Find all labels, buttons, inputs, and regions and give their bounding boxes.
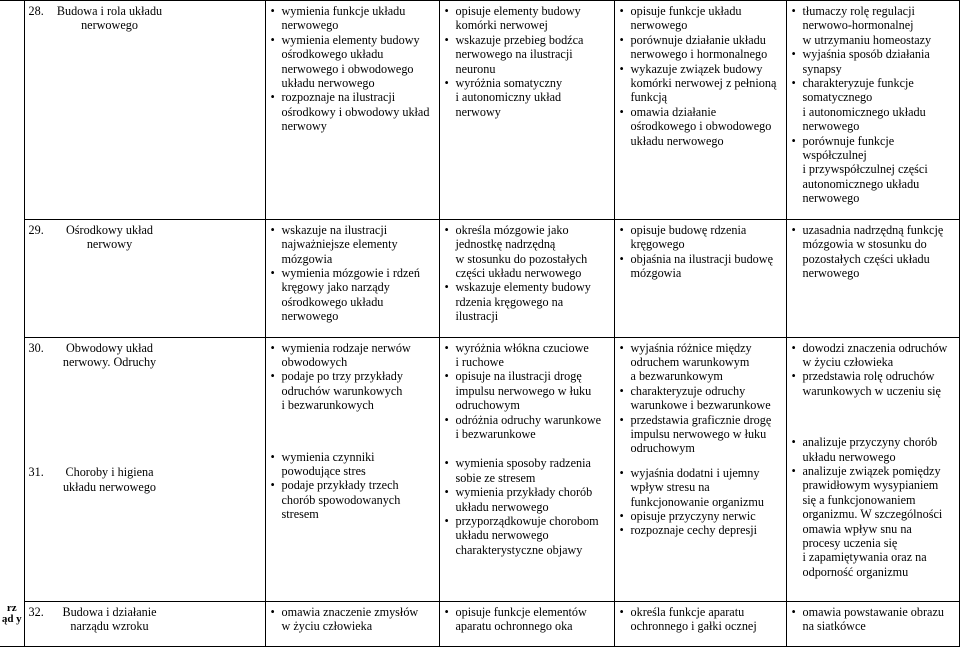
requirement-continuation: charakterystyczne objawy [455,542,583,557]
requirement-continuation: ośrodkowego układu [281,47,384,62]
requirement-continuation: na siatkówce [802,618,866,633]
requirement-item: • przedstawia graficznie drogę [619,413,782,427]
requirement-continuation: układu nerwowego [281,76,375,91]
requirement-item: • wymienia funkcje układu [270,4,435,18]
table-row [0,1,959,220]
requirement-continuation: nerwowego na ilustracji [455,47,573,62]
requirement-continuation: nerwowego [802,191,860,206]
requirement-continuation: mózgowia w stosunku do [802,237,927,252]
requirement-item: • wyróżnia włókna czuciowe [444,341,610,355]
requirement-item: • wymienia mózgowie i rdzeń [270,266,435,280]
requirement-list [619,4,782,148]
requirement-item: • wymienia sposoby radzenia [444,456,610,470]
requirement-continuation: i autonomiczny układ [455,90,562,105]
requirement-item: • charakteryzuje funkcje [791,76,955,90]
requirement-continuation: odruchowym [630,441,695,456]
requirement-item: • odróżnia odruchy warunkowe [444,413,610,427]
requirement-continuation: ośrodkowego i obwodowego [630,119,772,134]
requirement-item: • rozpoznaje cechy depresji [619,523,782,537]
requirement-list [444,341,610,442]
requirement-item: • podaje po trzy przykłady [270,369,435,383]
requirement-list [619,223,782,281]
requirements-cell [614,337,786,601]
requirement-continuation: nerwowego [802,119,860,134]
requirements-cell [265,219,439,337]
requirement-item: • wyróżnia somatyczny [444,76,610,90]
requirement-item: • podaje przykłady trzech [270,478,435,492]
margin-cell [0,219,24,337]
topic-number: 28. [28,4,44,18]
requirement-continuation: kręgowy jako narządy [281,280,390,295]
requirements-cell [786,601,959,647]
topic-cell [24,337,265,601]
requirement-continuation: części układu nerwowego [455,265,582,280]
table-row [0,601,959,647]
requirements-cell [439,1,614,220]
requirement-continuation: nerwowego [630,18,688,33]
requirement-continuation: i autonomicznego układu [802,104,926,119]
requirements-cell [265,601,439,647]
requirement-list [270,223,435,324]
requirement-continuation: omawia wpływ snu na [802,521,912,536]
requirement-continuation: nerwowego [281,18,339,33]
requirement-list [791,605,955,634]
requirement-continuation: i zapamiętywania oraz na [802,550,927,565]
topic [29,4,261,33]
requirement-continuation: a bezwarunkowym [630,369,723,384]
requirement-continuation: komórki nerwowej z pełnioną [630,76,777,91]
requirement-continuation: chorób spowodowanych [281,492,401,507]
topic-number: 30. [28,340,44,355]
requirement-continuation: nerwowego [802,265,860,280]
requirement-list [791,341,955,399]
requirement-list [444,4,610,119]
requirement-list [270,4,435,134]
requirement-item: • wymienia elementy budowy [270,33,435,47]
requirement-item: • wskazuje elementy budowy [444,280,610,294]
requirement-continuation: organizmu. W szczególności [802,507,943,522]
requirement-continuation: odruchem warunkowym [630,354,750,369]
requirement-continuation: w stosunku do pozostałych [455,251,588,266]
requirement-continuation: neuronu [455,61,496,76]
requirement-item: • dowodzi znaczenia odruchów [791,341,955,355]
requirement-continuation: nerwowego [281,309,339,324]
requirement-item: • uzasadnia nadrzędną funkcję [791,223,955,237]
requirement-continuation: jednostkę nadrzędną [455,237,556,252]
requirement-item: • analizuje przyczyny chorób [791,435,955,449]
requirement-list [791,4,955,206]
requirement-item: • wymienia czynniki [270,450,435,464]
requirement-item: • wymienia rodzaje nerwów [270,341,435,355]
topic-number: 32. [28,604,44,619]
requirements-cell [786,337,959,601]
requirements-cell [439,219,614,337]
requirement-continuation: i przywspółczulnej części [802,162,928,177]
requirement-item: • omawia znaczenie zmysłów [270,605,435,619]
requirement-continuation: układu nerwowego [455,499,549,514]
topic-cell [24,219,265,337]
requirement-list [791,435,955,579]
requirement-item: • tłumaczy rolę regulacji [791,4,955,18]
requirement-continuation: procesy uczenia się [802,536,898,550]
requirement-continuation: funkcją [630,90,668,105]
table-body [0,1,959,647]
requirement-continuation: rdzenia kręgowego na [455,294,564,309]
requirement-list [444,223,610,324]
requirement-item: • omawia działanie [619,105,782,119]
topic-title: Budowa i działanie narządu wzroku [62,604,157,633]
topic-cell [24,601,265,647]
requirement-continuation: obwodowych [281,354,348,369]
requirement-continuation: najważniejsze elementy [281,237,398,252]
requirement-continuation: w życiu człowieka [281,618,373,633]
side-label: rz ąd y [1,602,22,626]
requirement-continuation: i bezwarunkowe [455,426,536,441]
topic [29,605,261,634]
requirement-continuation: nerwowy [281,119,327,134]
requirement-item: • wyjaśnia sposób działania [791,47,955,61]
requirement-continuation: nerwowy [455,104,501,119]
requirement-item: • porównuje funkcje [791,134,955,148]
requirement-item: • opisuje budowę rdzenia [619,223,782,237]
requirement-continuation: w życiu człowieka [802,354,894,369]
requirement-list [270,341,435,413]
requirement-continuation: warunkowych w uczeniu się [802,383,941,398]
requirement-continuation: funkcjonowanie organizmu [630,494,764,509]
requirements-cell [614,1,786,220]
requirement-list [791,223,955,281]
requirement-item: • wyjaśnia dodatni i ujemny [619,466,782,480]
requirement-continuation: i ruchowe [455,354,504,369]
requirement-continuation: aparatu ochronnego oka [455,618,573,633]
requirement-continuation: impulsu nerwowego w łuku [630,426,767,441]
topic-title: Ośrodkowy układ nerwowy [66,222,153,252]
requirement-item: • porównuje działanie układu [619,33,782,47]
requirement-item: • wskazuje na ilustracji [270,223,435,237]
requirement-item: • wskazuje przebieg bodźca [444,33,610,47]
requirement-continuation: układu nerwowego [455,528,549,543]
requirement-continuation: ilustracji [455,309,499,324]
topic-title: Budowa i rola układu nerwowego [56,4,163,33]
requirement-item: • określa funkcje aparatu [619,605,782,619]
requirement-continuation: wpływ stresu na [630,480,710,495]
requirement-item: • przedstawia rolę odruchów [791,369,955,383]
requirement-item: • rozpoznaje na ilustracji [270,90,435,104]
requirement-continuation: pozostałych części układu [802,251,930,266]
requirement-continuation: kręgowego [630,237,685,252]
requirement-continuation: nerwowego i hormonalnego [630,47,768,62]
requirement-item: • określa mózgowie jako [444,223,610,237]
requirement-item: • charakteryzuje odruchy [619,384,782,398]
requirement-item: • objaśnia na ilustracji budowę [619,252,782,266]
requirement-continuation: autonomicznego układu [802,176,920,191]
requirements-cell [265,1,439,220]
requirement-item: • opisuje funkcje elementów [444,605,610,619]
requirements-cell [786,219,959,337]
requirement-continuation: układu nerwowego [630,133,724,148]
table-row [0,337,959,601]
topic-number: 29. [28,222,44,237]
requirements-cell [265,337,439,601]
requirement-continuation: komórki nerwowej [455,18,548,33]
requirements-cell [439,337,614,601]
topic-number: 31. [28,465,44,480]
requirement-continuation: nerwowo-hormonalnej [802,18,914,33]
requirement-item: • opisuje elementy budowy [444,4,610,18]
requirement-continuation: powodujące stres [281,463,366,478]
requirement-item: • analizuje związek pomiędzy [791,464,955,478]
topic-title: Choroby i higiena układu nerwowego [62,465,157,494]
requirement-continuation: stresem [281,507,319,522]
requirement-list [270,450,435,522]
requirement-continuation: warunkowe i bezwarunkowe [630,398,771,413]
requirement-item: • omawia powstawanie obrazu [791,605,955,619]
requirement-item: • wykazuje związek budowy [619,62,782,76]
margin-cell [0,337,24,601]
requirement-item: • opisuje funkcje układu [619,4,782,18]
requirement-continuation: współczulnej [802,148,867,163]
topic [29,465,261,494]
margin-cell [0,601,24,647]
requirement-continuation: odruchów warunkowych [281,383,403,398]
requirement-item: • wymienia przykłady chorób [444,485,610,499]
requirement-continuation: synapsy [802,61,842,76]
table-row [0,219,959,337]
requirement-continuation: impulsu nerwowego w łuku [455,383,592,398]
requirement-continuation: nerwowego i obwodowego [281,61,414,76]
requirement-list [619,341,782,456]
requirements-cell [614,219,786,337]
topic-cell [24,1,265,220]
requirement-list [619,605,782,634]
topic [29,341,261,370]
requirement-continuation: się a funkcjonowaniem [802,492,916,507]
requirement-continuation: i bezwarunkowych [281,398,374,413]
requirement-continuation: sobie ze stresem [455,470,536,485]
requirement-continuation: mózgowia [630,265,682,280]
requirements-cell [786,1,959,220]
requirement-continuation: odporność organizmu [802,564,909,579]
requirement-continuation: ochronnego i gałki ocznej [630,618,757,633]
requirement-item: • opisuje na ilustracji drogę [444,369,610,383]
requirement-continuation: odruchowym [455,398,520,413]
topic [29,223,261,252]
requirement-list [444,605,610,634]
requirement-continuation: mózgowia [281,251,333,266]
requirement-list [270,605,435,634]
requirement-continuation: w utrzymaniu homeostazy [802,32,932,47]
requirement-continuation: prawidłowym wysypianiem [802,478,939,493]
requirement-list [444,456,610,557]
requirement-item: • przyporządkowuje chorobom [444,514,610,528]
requirement-continuation: układu nerwowego [802,449,896,464]
requirement-item: • opisuje przyczyny nerwic [619,509,782,523]
topic-title: Obwodowy układ nerwowy. Odruchy [62,340,157,369]
requirement-item: • wyjaśnia różnice między [619,341,782,355]
requirement-continuation: ośrodkowego układu [281,294,384,309]
requirement-continuation: somatycznego [802,90,873,105]
requirements-cell [614,601,786,647]
requirements-cell [439,601,614,647]
margin-cell [0,1,24,220]
requirement-list [619,466,782,538]
requirement-continuation: ośrodkowy i obwodowy układ [281,104,430,119]
